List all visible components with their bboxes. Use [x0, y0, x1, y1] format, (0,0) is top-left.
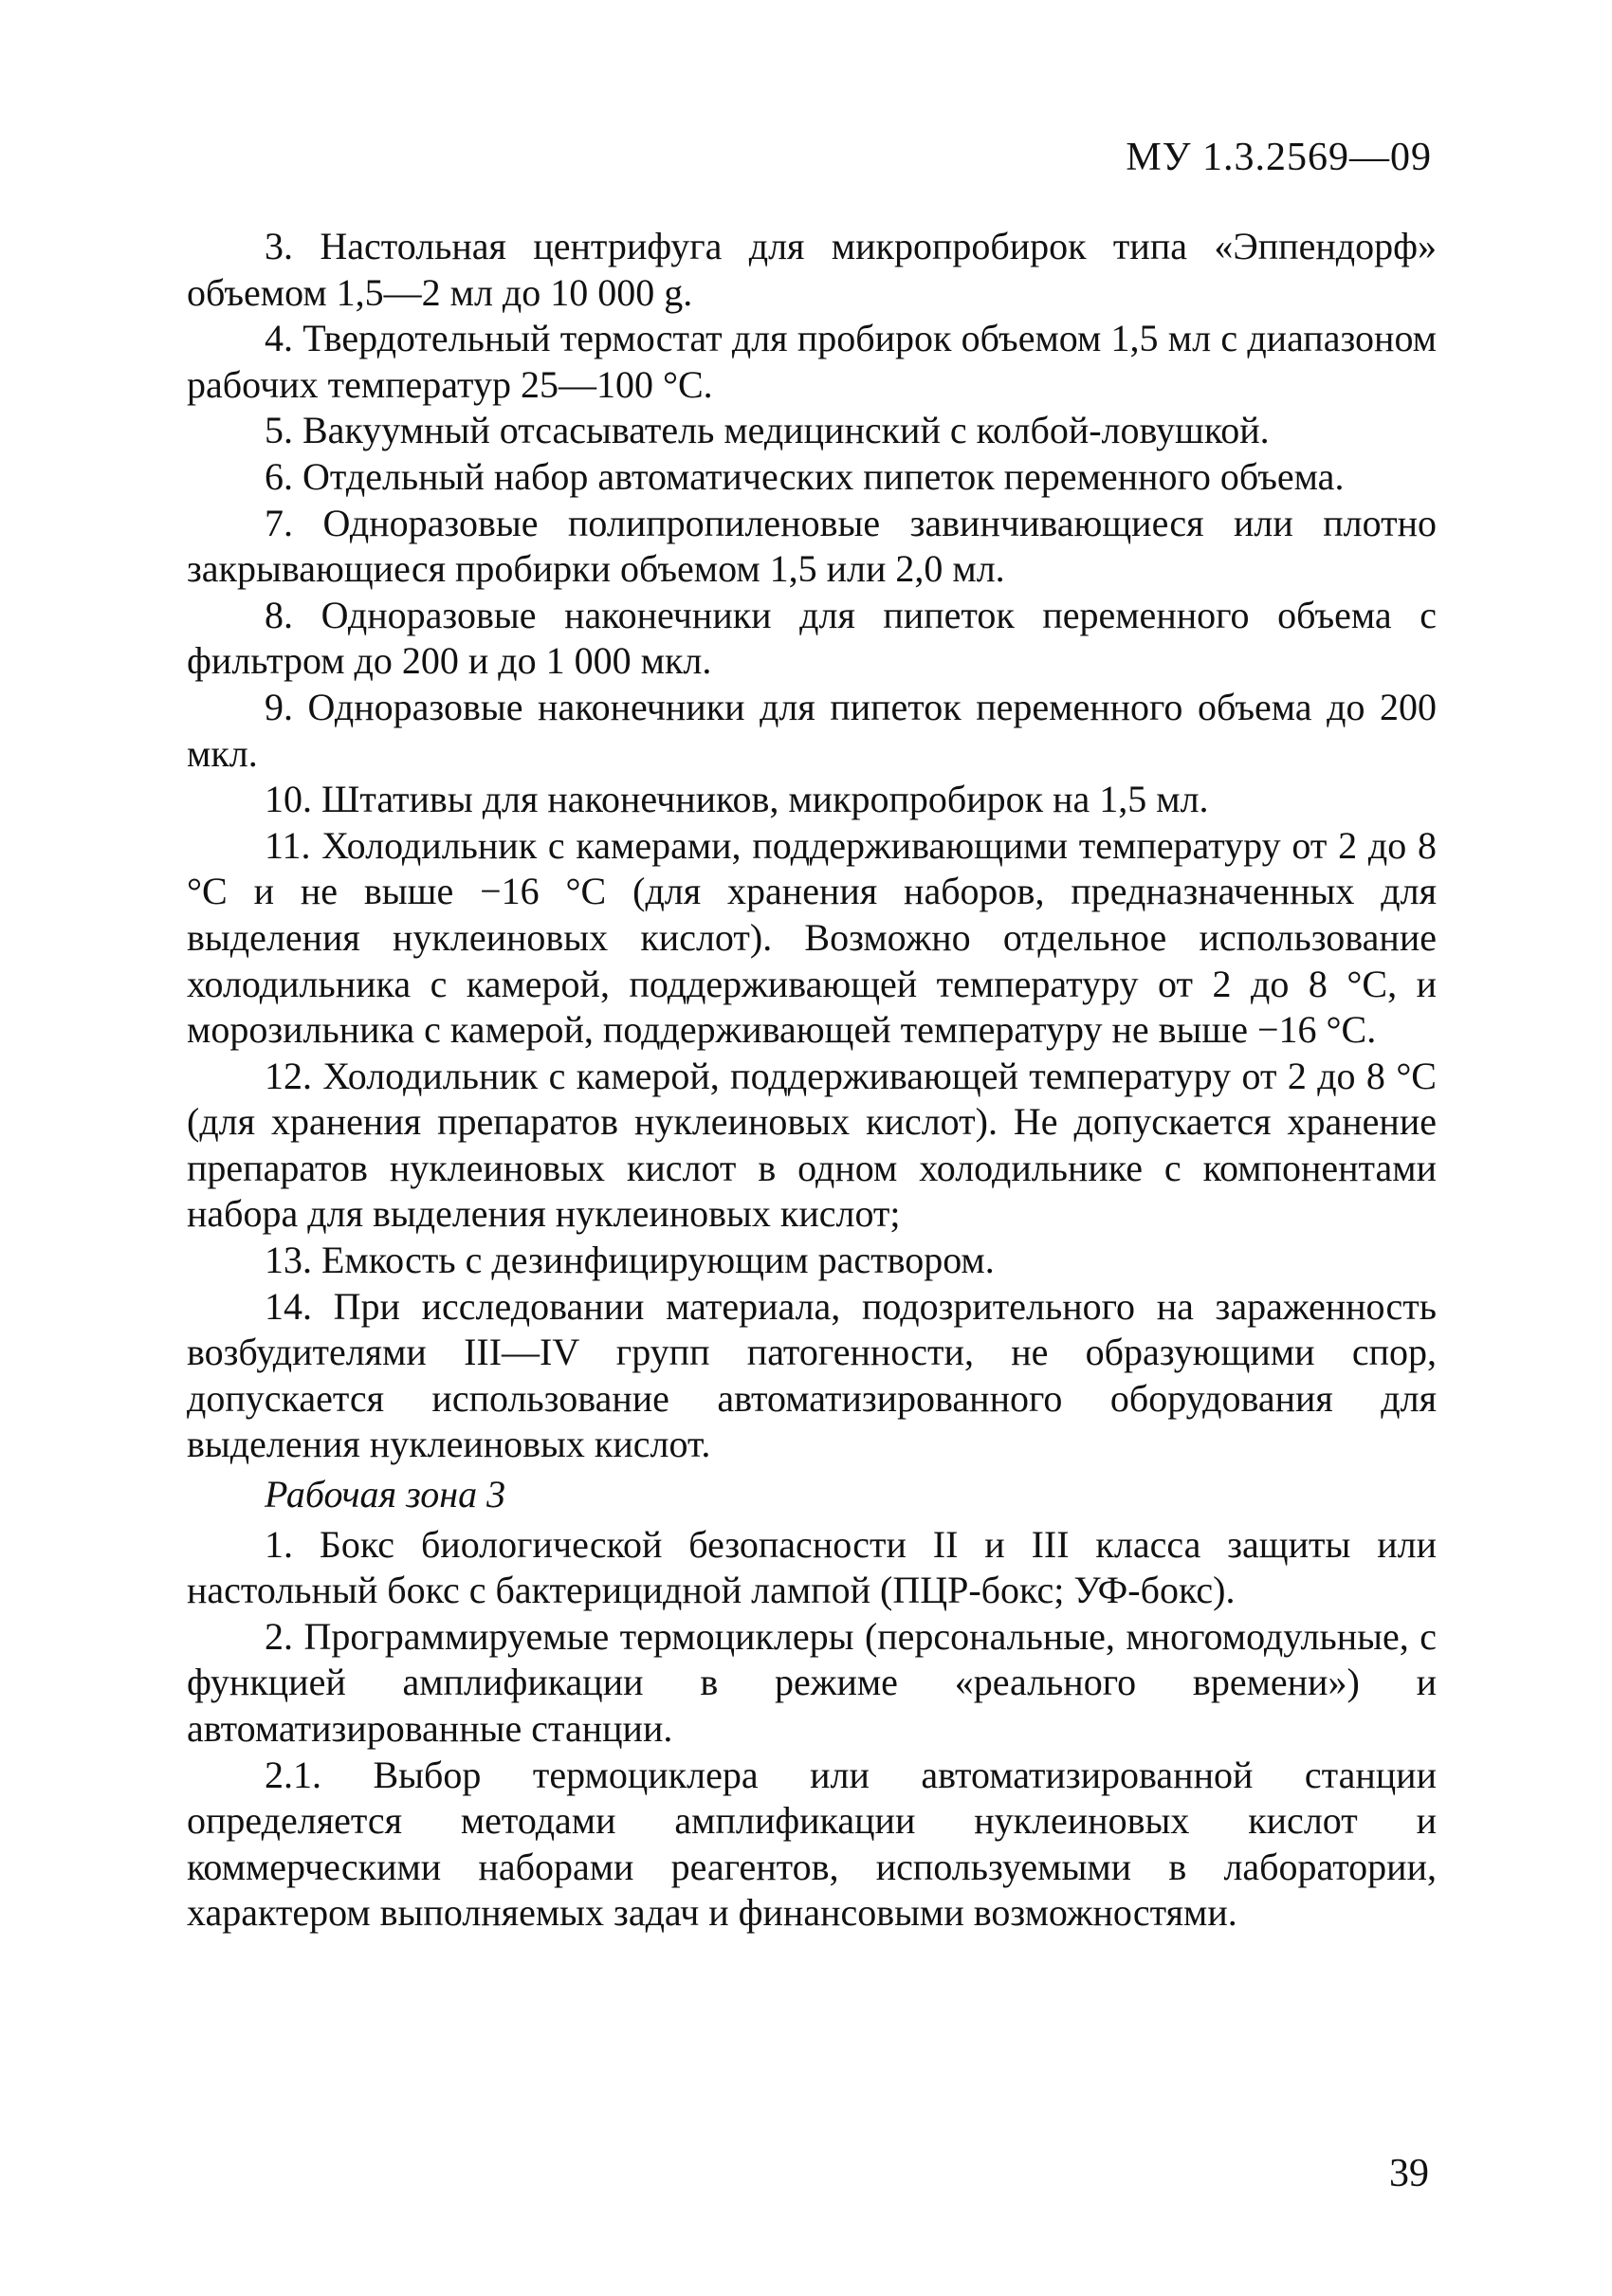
list-item: 5. Вакуумный отсасыватель медицинский с колбой-ловушкой. — [265, 409, 1270, 452]
list-item: 12. Холодильник с камерой, поддерживающей температуру от 2 до 8 °С (для хранения препаратов нуклеиновых кислот). Не допускается хранение препаратов нуклеиновых кислот в одном холодильнике с компонентами набора для выделения нуклеиновых кислот; — [187, 1054, 1437, 1236]
list-item: 2. Программируемые термоциклеры (персональные, многомодульные, с функцией амплификации в режиме «реального времени») и автоматизированные станции. — [187, 1614, 1437, 1750]
list-item: 8. Одноразовые наконечники для пипеток переменного объема с фильтром до 200 и до 1 000 мкл. — [187, 593, 1437, 683]
list-item: 6. Отдельный набор автоматических пипеток переменного объема. — [265, 454, 1345, 498]
list-item: 4. Твердотельный термостат для пробирок объемом 1,5 мл с диапазоном рабочих температур 25—100 °С. — [187, 317, 1437, 406]
list-item: 2.1. Выбор термоциклера или автоматизированной станции определяется методами амплификации нуклеиновых кислот и коммерческими наборами реагентов, используемыми в лаборатории, характером выполняемых задач и финансовыми возможностями. — [187, 1753, 1437, 1935]
list-item: 10. Штативы для наконечников, микропробирок на 1,5 мл. — [265, 778, 1209, 821]
list-item: 3. Настольная центрифуга для микропробирок типа «Эппендорф» объемом 1,5—2 мл до 10 000 g. — [187, 225, 1437, 314]
section-heading-zone-3: Рабочая зона 3 — [265, 1473, 506, 1516]
list-item: 1. Бокс биологической безопасности II и III класса защиты или настольный бокс с бактерицидной лампой (ПЦР-бокс; УФ-бокс). — [187, 1522, 1437, 1612]
list-item: 7. Одноразовые полипропиленовые завинчивающиеся или плотно закрывающиеся пробирки объемом 1,5 или 2,0 мл. — [187, 501, 1437, 591]
document-code-header: МУ 1.3.2569—09 — [1126, 136, 1432, 179]
list-item: 9. Одноразовые наконечники для пипеток переменного объема до 200 мкл. — [187, 685, 1437, 775]
page-number: 39 — [1389, 2152, 1429, 2195]
list-item: 14. При исследовании материала, подозрительного на зараженность возбудителями III—IV групп патогенности, не образующими спор, допускается использование автоматизированного оборудования для выделения нуклеиновых кислот. — [187, 1284, 1437, 1466]
document-body — [187, 224, 1437, 1937]
list-item: 13. Емкость с дезинфицирующим раствором. — [265, 1239, 995, 1282]
list-item: 11. Холодильник с камерами, поддерживающими температуру от 2 до 8 °С и не выше −16 °С (для хранения наборов, предназначенных для выделения нуклеиновых кислот). Возможно отдельное использование холодильника с камерой, поддерживающей температуру от 2 до 8 °С, и морозильника с камерой, поддерживающей температуру не выше −16 °С. — [187, 823, 1437, 1052]
